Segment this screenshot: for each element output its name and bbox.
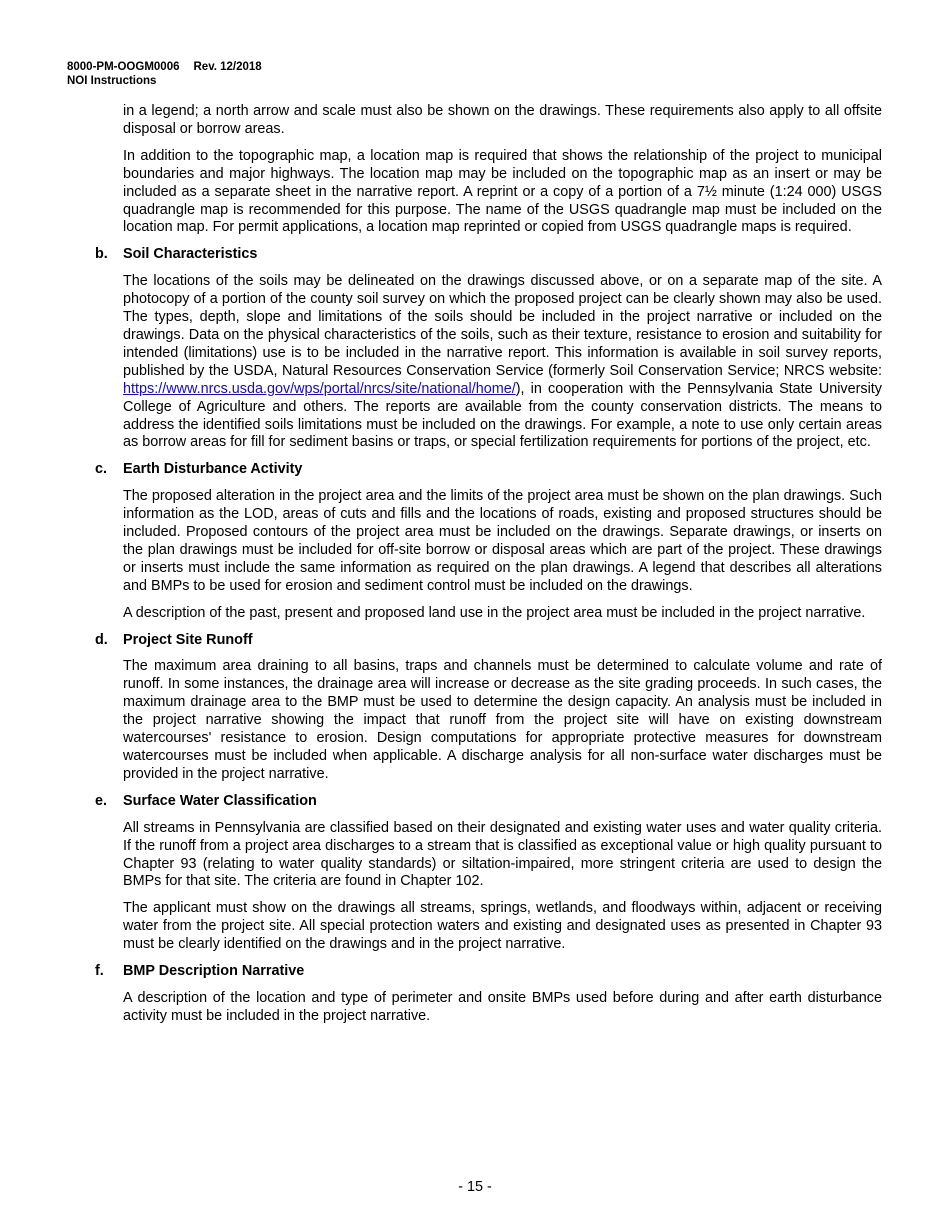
nrcs-website-link[interactable]: https://www.nrcs.usda.gov/wps/portal/nrcs/site/national/home/ bbox=[123, 380, 516, 397]
section-f-paragraph-1: A description of the location and type of perimeter and onsite BMPs used before during and after earth disturbance activity must be included in the project narrative. bbox=[123, 989, 882, 1024]
section-b-heading bbox=[95, 246, 882, 264]
section-e-title: Surface Water Classification bbox=[123, 792, 317, 809]
intro-paragraph-1: in a legend; a north arrow and scale must also be shown on the drawings. These requirements also apply to all offsite disposal or borrow areas. bbox=[123, 103, 882, 137]
intro-paragraph-2: In addition to the topographic map, a location map is required that shows the relationship of the project to municipal boundaries and major highways. The location map may be included on the topographic map as an insert or may be included as a separate sheet in the narrative report. A reprint or a copy of a portion of a 7½ minute (1:24 000) USGS quadrangle map is recommended for this purpose. The name of the USGS quadrangle map must be included on the location map. For permit applications, a location map reprinted or copied from USGS quadrangle maps is required. bbox=[123, 147, 882, 236]
document-subtitle: NOI Instructions bbox=[67, 75, 157, 87]
section-e-letter: e. bbox=[95, 792, 108, 809]
header-line-1 bbox=[67, 60, 262, 74]
section-d-letter: d. bbox=[95, 631, 108, 648]
document-revision: Rev. 12/2018 bbox=[193, 61, 262, 73]
page-header bbox=[67, 60, 262, 88]
section-e-heading bbox=[95, 793, 882, 811]
section-f-heading bbox=[95, 963, 882, 981]
section-f-letter: f. bbox=[95, 963, 104, 980]
section-e-paragraph-1: All streams in Pennsylvania are classified based on their designated and existing water uses and water quality criteria. If the runoff from a project area discharges to a stream that is classified as exceptional value or high quality pursuant to Chapter 93 (relating to water quality standards) or siltation-impaired, more stringent criteria are used to design the BMPs for that site. The criteria are found in Chapter 102. bbox=[123, 819, 882, 890]
document-id: 8000-PM-OOGM0006 bbox=[67, 61, 180, 73]
section-c-paragraph-2: A description of the past, present and proposed land use in the project area must be included in the project narrative. bbox=[123, 604, 866, 621]
section-d-paragraph-1: The maximum area draining to all basins, traps and channels must be determined to calculate volume and rate of runoff. In some instances, the drainage area will increase or decrease as the site grading proceeds. In such cases, the maximum drainage area to the BMP must be used to determine the design capacity. An analysis must be included in the project narrative showing the impact that runoff from the project site will have on existing downstream watercourses' resistance to erosion. Design computations for appropriate protective measures for downstream watercourses must be included when applicable. A discharge analysis for all non-surface water discharges must be provided in the project narrative. bbox=[123, 658, 882, 782]
section-c-title: Earth Disturbance Activity bbox=[123, 461, 303, 478]
section-d-title: Project Site Runoff bbox=[123, 631, 253, 648]
section-d-heading bbox=[95, 632, 882, 650]
document-body bbox=[95, 103, 882, 1035]
section-b-title: Soil Characteristics bbox=[123, 246, 258, 263]
page-number: - 15 - bbox=[458, 1179, 492, 1195]
section-e-paragraph-2: The applicant must show on the drawings all streams, springs, wetlands, and floodways within, adjacent or receiving water from the project site. All special protection waters and existing and designated uses as presented in Chapter 93 must be clearly identified on the drawings and in the project narrative. bbox=[123, 900, 882, 953]
section-b-letter: b. bbox=[95, 246, 108, 263]
section-b-text-after-link: ), in cooperation with the Pennsylvania State University College of Agriculture and others. The reports are available from the county conservation districts. The means to address the identified soils limitations must be included on the drawings. For example, a note to use only certain areas as borrow areas for fill for sediment basins or traps, or special fertilization requirements for portions of the project, etc. bbox=[123, 380, 882, 451]
section-b-paragraph-1 bbox=[123, 273, 882, 452]
section-c-heading bbox=[95, 461, 882, 479]
section-f-title: BMP Description Narrative bbox=[123, 963, 305, 980]
section-c-paragraph-1: The proposed alteration in the project area and the limits of the project area must be shown on the plan drawings. Such information as the LOD, areas of cuts and fills and the locations of roads, existing and proposed structures should be included. Proposed contours of the project area must be included on the drawings. Separate drawings, or inserts on the plan drawings must be included for off-site borrow or disposal areas which are part of the project. These drawings or inserts must include the same information as required on the plan drawings. A legend that describes all alterations and BMPs to be used for erosion and sediment control must be included on the drawings. bbox=[123, 488, 882, 594]
section-b-text-before-link: The locations of the soils may be delineated on the drawings discussed above, or on a separate map of the site. A photocopy of a portion of the county soil survey on which the proposed project can be clearly shown may also be used. The types, depth, slope and limitations of the soils should be included in the project narrative or included on the drawings. Data on the physical characteristics of the soils, such as their texture, resistance to erosion and suitability for intended (limitations) use is to be included in the narrative report. This information is available in soil survey reports, published by the USDA, Natural Resources Conservation Service (formerly Soil Conservation Service; NRCS website: bbox=[123, 273, 882, 379]
section-c-letter: c. bbox=[95, 461, 108, 478]
